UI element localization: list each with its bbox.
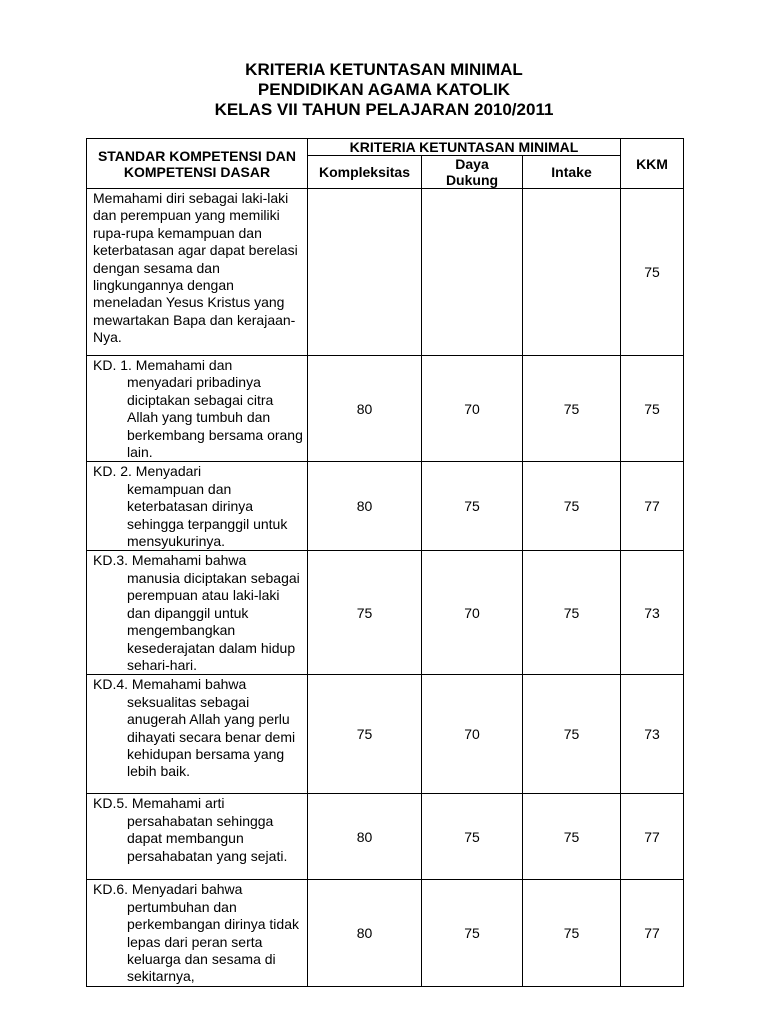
table-row	[87, 675, 684, 794]
kd-rest: manusia diciptakan sebagai perempuan atau laki-laki dan dipanggil untuk mengembangkan kesederajatan dalam hidup sehari-hari.	[127, 569, 300, 673]
title-line-1: KRITERIA KETUNTASAN MINIMAL	[245, 60, 523, 79]
cell-kkm: 77	[621, 462, 684, 551]
kd-description	[87, 675, 308, 794]
cell-daya-dukung: 70	[422, 675, 523, 794]
kd-rest: menyadari pribadinya diciptakan sebagai citra Allah yang tumbuh dan berkembang bersama orang lain.	[127, 374, 303, 461]
kd-lead: KD.4. Memahami bahwa	[93, 676, 247, 693]
header-kompleksitas: Kompleksitas	[308, 156, 422, 189]
kd-lead: KD.5. Memahami arti	[93, 795, 225, 812]
standar-row	[87, 189, 684, 356]
kd-description	[87, 551, 308, 675]
kd-rest: seksualitas sebagai anugerah Allah yang perlu dihayati secara benar demi kehidupan bersama yang lebih baik.	[127, 693, 296, 780]
kd-description	[87, 356, 308, 462]
cell-kompleksitas: 80	[308, 356, 422, 462]
kd-description	[87, 794, 308, 880]
kd-description	[87, 880, 308, 986]
cell-intake: 75	[523, 794, 621, 880]
cell-daya-dukung: 70	[422, 356, 523, 462]
table-row	[87, 462, 684, 551]
table-row	[87, 551, 684, 675]
kd-description	[87, 462, 308, 551]
kd-lead: KD. 1. Memahami dan	[93, 357, 233, 373]
standar-kompleksitas	[308, 189, 422, 356]
standar-daya-dukung	[422, 189, 523, 356]
header-kriteria-group: KRITERIA KETUNTASAN MINIMAL	[308, 139, 621, 156]
cell-daya-dukung: 75	[422, 880, 523, 986]
kd-lead: KD. 2. Menyadari	[93, 463, 202, 480]
cell-daya-dukung: 75	[422, 462, 523, 551]
cell-kompleksitas: 80	[308, 880, 422, 986]
table-row	[87, 356, 684, 462]
cell-kkm: 75	[621, 356, 684, 462]
cell-kompleksitas: 75	[308, 551, 422, 675]
cell-daya-dukung: 70	[422, 551, 523, 675]
cell-intake: 75	[523, 462, 621, 551]
kd-rest: persahabatan sehingga dapat membangun persahabatan yang sejati.	[127, 812, 288, 864]
header-standar: STANDAR KOMPETENSI DAN KOMPETENSI DASAR	[87, 139, 308, 189]
kd-lead: KD.3. Memahami bahwa	[93, 552, 247, 569]
header-kkm: KKM	[621, 139, 684, 189]
cell-intake: 75	[523, 551, 621, 675]
cell-kkm: 73	[621, 551, 684, 675]
table-row	[87, 794, 684, 880]
cell-kkm: 73	[621, 675, 684, 794]
cell-intake: 75	[523, 880, 621, 986]
kd-lead: KD.6. Menyadari bahwa	[93, 881, 243, 898]
cell-kkm: 77	[621, 880, 684, 986]
cell-kompleksitas: 80	[308, 462, 422, 551]
kd-rest: kemampuan dan keterbatasan dirinya sehingga terpanggil untuk mensyukurinya.	[127, 480, 288, 550]
header-intake: Intake	[523, 156, 621, 189]
standar-text: Memahami diri sebagai laki-laki dan perempuan yang memiliki rupa-rupa kemampuan dan keterbatasan agar dapat berelasi dengan sesama dan lingkungannya dengan meneladan Yesus Kristus yang mewartakan Bapa dan kerajaan-Nya.	[87, 189, 308, 356]
title-line-2: PENDIDIKAN AGAMA KATOLIK	[257, 80, 511, 99]
cell-intake: 75	[523, 675, 621, 794]
cell-intake: 75	[523, 356, 621, 462]
cell-daya-dukung: 75	[422, 794, 523, 880]
table-row	[87, 880, 684, 986]
kkm-table	[86, 138, 684, 987]
header-row-1	[87, 139, 684, 156]
title-line-3: KELAS VII TAHUN PELAJARAN 2010/2011	[214, 100, 554, 119]
kd-rest: pertumbuhan dan perkembangan dirinya tidak lepas dari peran serta keluarga dan sesama di sekitarnya,	[127, 898, 299, 985]
document-title	[0, 60, 768, 120]
cell-kkm: 77	[621, 794, 684, 880]
standar-kkm: 75	[621, 189, 684, 356]
cell-kompleksitas: 80	[308, 794, 422, 880]
header-daya-dukung: Daya Dukung	[422, 156, 523, 189]
cell-kompleksitas: 75	[308, 675, 422, 794]
standar-intake	[523, 189, 621, 356]
